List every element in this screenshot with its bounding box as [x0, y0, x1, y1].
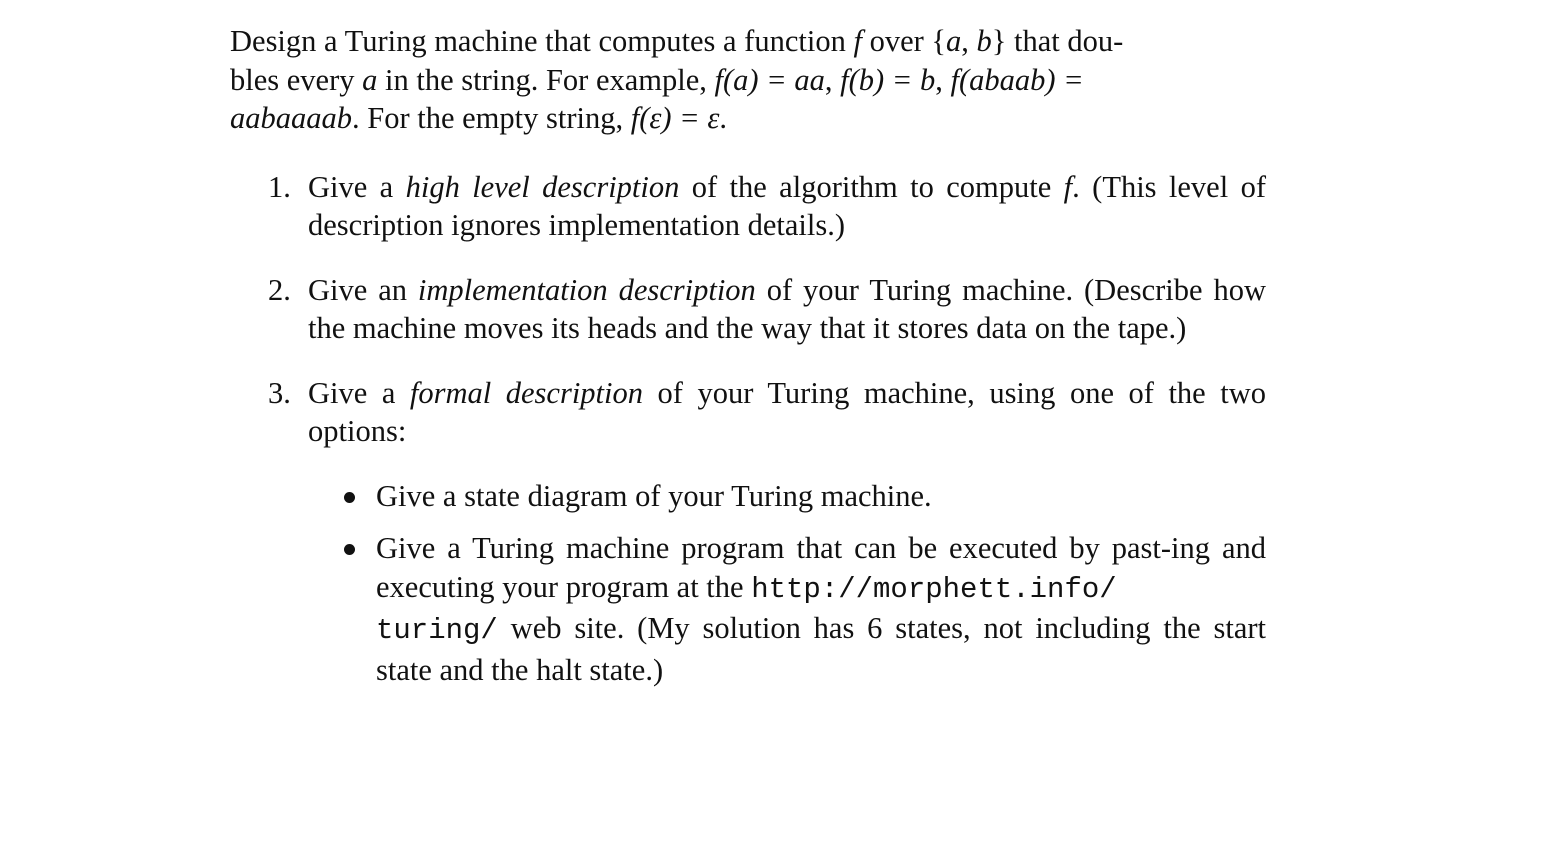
intro-text: over {: [861, 24, 947, 58]
task-list: [230, 168, 1266, 690]
option-text: web site. (My solution has 6 states, not including the start state and the halt state.): [376, 611, 1266, 687]
example-f-abaab: f(abaab) =: [950, 62, 1084, 97]
bullet-icon: [344, 492, 355, 503]
bullet-icon: [344, 544, 355, 555]
intro-text: } that dou-: [991, 24, 1124, 58]
task-text: of the algorithm to compute: [679, 169, 1064, 204]
intro-text: in the string. For example,: [377, 62, 715, 97]
math-a: a: [946, 24, 962, 58]
intro-text: ,: [824, 62, 841, 97]
task-text: Give a: [308, 169, 406, 204]
task-number: 2.: [268, 272, 291, 307]
intro-text: bles every: [230, 62, 363, 97]
url-link[interactable]: turing/: [376, 614, 498, 647]
task-item-3: [230, 374, 1266, 690]
math-a: a: [362, 62, 378, 97]
math-f: f: [1063, 169, 1073, 204]
intro-text: .: [719, 101, 727, 135]
intro-text: ,: [935, 62, 951, 97]
intro-text: Design a Turing machine that computes a function: [230, 24, 854, 58]
url-link[interactable]: http://morphett.info/: [751, 572, 1117, 606]
problem-statement: [230, 22, 1266, 715]
task-item-1: [230, 168, 1266, 245]
task-emphasis: high level description: [405, 169, 680, 204]
intro-text: . For the empty string,: [352, 101, 631, 135]
task-text: of your Turing machine. (Describe how the machine moves its heads and the way that it stores data on the tape.): [308, 272, 1266, 345]
option-item-program: [308, 529, 1266, 689]
task-text: Give a: [308, 375, 410, 410]
intro-paragraph: [230, 22, 1266, 138]
math-b: b: [976, 24, 992, 58]
intro-text: ,: [961, 24, 977, 58]
task-text: of your Turing machine, using one of the two options:: [308, 375, 1266, 448]
task-item-2: [230, 271, 1266, 348]
task-text: Give an: [308, 272, 418, 307]
task-number: 1.: [268, 169, 291, 204]
option-item-state-diagram: [308, 477, 1266, 516]
task-number: 3.: [268, 375, 291, 410]
option-text: Give a Turing machine program that can be executed by past-ing and executing your program at the: [376, 531, 1266, 604]
task-emphasis: implementation description: [417, 272, 756, 307]
option-list: [308, 477, 1266, 690]
example-f-epsilon: f(ε) = ε: [630, 101, 720, 135]
math-f: f: [853, 24, 862, 58]
task-emphasis: formal description: [409, 375, 644, 410]
example-result: aabaaaab: [230, 101, 352, 135]
option-text: Give a state diagram of your Turing machine.: [376, 478, 932, 513]
task-text: . (This level of description ignores implementation details.): [308, 169, 1266, 242]
example-f-a: f(a) = aa: [714, 62, 825, 97]
example-f-b: f(b) = b: [840, 62, 936, 97]
